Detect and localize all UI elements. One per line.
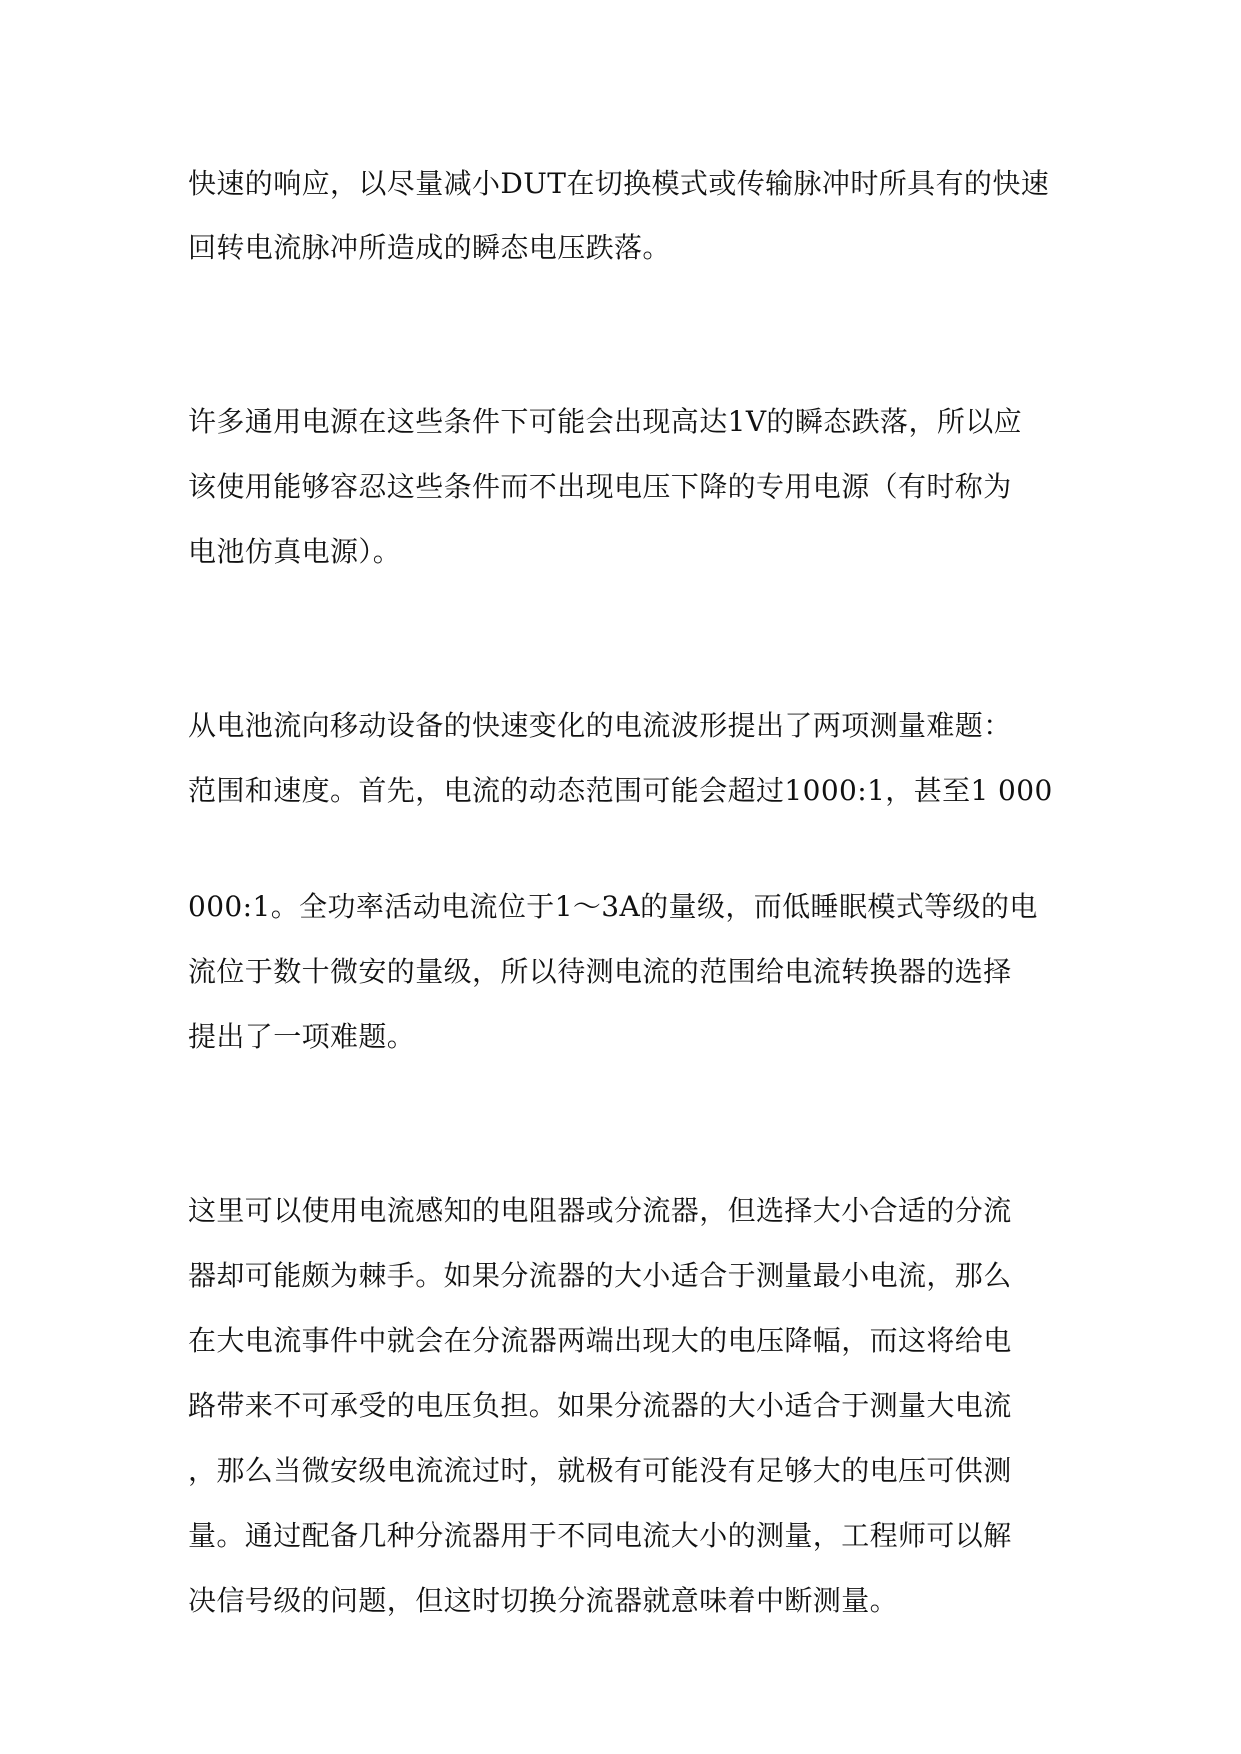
paragraph-line: 器却可能颇为棘手。如果分流器的大小适合于测量最小电流，那么 xyxy=(188,1259,1012,1292)
paragraph-line: 这里可以使用电流感知的电阻器或分流器，但选择大小合适的分流 xyxy=(188,1194,1012,1227)
paragraph-line: 从电池流向移动设备的快速变化的电流波形提出了两项测量难题： xyxy=(188,709,1012,742)
paragraph-line: 路带来不可承受的电压负担。如果分流器的大小适合于测量大电流 xyxy=(188,1389,1012,1422)
paragraph-line: 决信号级的问题，但这时切换分流器就意味着中断测量。 xyxy=(188,1584,899,1617)
paragraph-line: 在大电流事件中就会在分流器两端出现大的电压降幅，而这将给电 xyxy=(188,1324,1012,1357)
paragraph-line: 提出了一项难题。 xyxy=(188,1020,416,1053)
paragraph-line: 回转电流脉冲所造成的瞬态电压跌落。 xyxy=(188,231,671,264)
paragraph-line: ，那么当微安级电流流过时，就极有可能没有足够大的电压可供测 xyxy=(188,1454,1012,1487)
paragraph-line: 该使用能够容忍这些条件而不出现电压下降的专用电源（有时称为 xyxy=(188,470,1012,503)
paragraph-line: 000:1。全功率活动电流位于1～3A的量级，而低睡眠模式等级的电 xyxy=(188,890,1038,923)
paragraph-line: 量。通过配备几种分流器用于不同电流大小的测量，工程师可以解 xyxy=(188,1519,1012,1552)
paragraph-line: 许多通用电源在这些条件下可能会出现高达1V的瞬态跌落，所以应 xyxy=(188,405,1023,438)
paragraph-line: 快速的响应，以尽量减小DUT在切换模式或传输脉冲时所具有的快速 xyxy=(188,167,1050,200)
paragraph-line: 电池仿真电源）。 xyxy=(188,535,402,568)
paragraph-line: 流位于数十微安的量级，所以待测电流的范围给电流转换器的选择 xyxy=(188,955,1012,988)
paragraph-line: 范围和速度。首先，电流的动态范围可能会超过1000:1，甚至1 000 xyxy=(188,774,1053,807)
